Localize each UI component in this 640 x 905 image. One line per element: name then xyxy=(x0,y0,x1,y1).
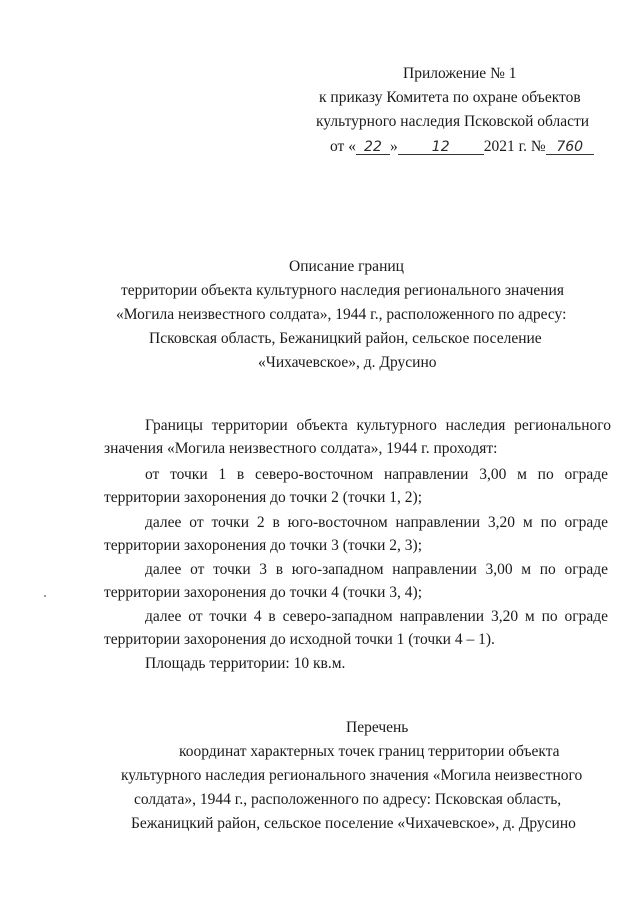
order-date-line xyxy=(330,139,594,155)
list-title-line-3: культурного наследия регионального значения «Могила неизвестного xyxy=(121,767,583,784)
paragraph-1-line-1: Границы территории объекта культурного наследия регионального xyxy=(145,417,611,434)
paragraph-4-line-2: территории захоронения до точки 4 (точки 3, 4); xyxy=(104,584,423,601)
title-line-3: «Могила неизвестного солдата», 1944 г., расположенного по адресу: xyxy=(116,306,567,323)
paragraph-2-line-1: от точки 1 в северо-восточном направлении 3,00 м по ограде xyxy=(145,466,608,483)
paragraph-5-line-1: далее от точки 4 в северо-западном направлении 3,20 м по ограде xyxy=(145,608,608,625)
handwritten-month: 12 xyxy=(398,140,484,155)
scan-speck xyxy=(44,595,46,597)
paragraph-2-line-2: территории захоронения до точки 2 (точки 1, 2); xyxy=(104,489,423,506)
title-line-5: «Чихачевское», д. Друсино xyxy=(258,354,437,371)
list-title-line-2: координат характерных точек границ территории объекта xyxy=(179,743,560,760)
title-line-4: Псковская область, Бежаницкий район, сельское поселение xyxy=(149,330,542,347)
paragraph-3-line-1: далее от точки 2 в юго-восточном направлении 3,20 м по ограде xyxy=(145,514,608,531)
area-statement: Площадь территории: 10 кв.м. xyxy=(145,655,346,672)
title-heading: Описание границ xyxy=(289,258,404,275)
appendix-label: Приложение № 1 xyxy=(403,65,517,82)
list-title-line-5: Бежаницкий район, сельское поселение «Чихачевское», д. Друсино xyxy=(131,815,576,832)
paragraph-5-line-2: территории захоронения до исходной точки 1 (точки 4 – 1). xyxy=(104,631,495,648)
paragraph-1-line-2: значения «Могила неизвестного солдата», 1944 г. проходят: xyxy=(104,440,498,457)
committee-name: культурного наследия Псковской области xyxy=(316,113,590,130)
order-reference: к приказу Комитета по охране объектов xyxy=(319,89,581,106)
list-heading: Перечень xyxy=(346,719,409,736)
handwritten-day: 22 xyxy=(356,140,390,155)
paragraph-3-line-2: территории захоронения до точки 3 (точки 2, 3); xyxy=(104,537,423,554)
date-prefix: от « xyxy=(330,138,356,155)
title-line-2: территории объекта культурного наследия регионального значения xyxy=(121,282,564,299)
paragraph-4-line-1: далее от точки 3 в юго-западном направлении 3,00 м по ограде xyxy=(145,561,608,578)
list-title-line-4: солдата», 1944 г., расположенного по адресу: Псковская область, xyxy=(134,791,562,808)
handwritten-order-number: 760 xyxy=(546,140,594,155)
date-mid: » xyxy=(389,138,398,155)
date-year: 2021 г. № xyxy=(483,138,546,155)
